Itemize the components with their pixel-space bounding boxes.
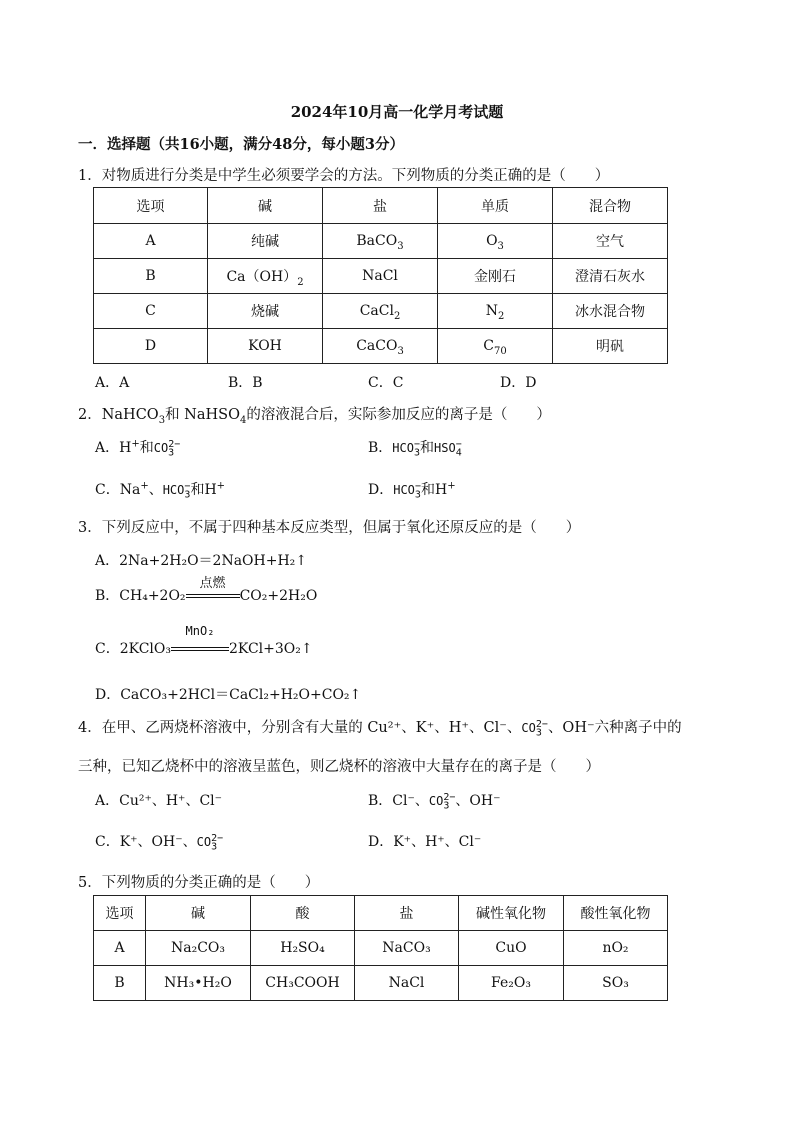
table-row — [94, 966, 668, 1001]
option-text: B．CH₄+2O₂ — [95, 588, 186, 604]
formula: Ca（OH） — [226, 269, 298, 285]
option-text: 和 — [190, 482, 205, 498]
superscript: 2− — [211, 833, 224, 844]
reaction-condition: 点燃 — [199, 576, 226, 591]
q5-header-cell: 盐 — [355, 896, 459, 931]
q1-option-d[interactable]: D．D — [500, 375, 537, 391]
q5-table — [93, 895, 668, 1001]
table-cell: A — [94, 224, 208, 259]
subscript: 3 — [397, 240, 404, 252]
option-text: 和 — [139, 440, 154, 456]
table-row — [94, 259, 668, 294]
option-text: C．2KClO₃ — [95, 641, 171, 657]
formula: N — [485, 303, 498, 319]
table-row — [94, 294, 668, 329]
option-text: 和 — [420, 482, 435, 498]
q4-option-a[interactable]: A．Cu²⁺、H⁺、Cl⁻ — [95, 793, 223, 809]
formula: BaCO — [356, 233, 398, 249]
equals-bar — [186, 594, 240, 598]
q1-header-cell: 盐 — [323, 188, 438, 224]
q5-header-cell: 选项 — [94, 896, 146, 931]
option-text: C．Na — [95, 482, 141, 498]
table-cell: nO₂ — [564, 931, 668, 966]
table-cell: B — [94, 259, 208, 294]
table-cell: Fe₂O₃ — [459, 966, 564, 1001]
table-cell: NaCO₃ — [355, 931, 459, 966]
table-cell: 金刚石 — [438, 259, 553, 294]
subscript: 4 — [239, 414, 247, 426]
subscript: 3 — [168, 447, 175, 459]
reaction-arrow — [186, 576, 240, 604]
q3-option-c[interactable] — [95, 624, 313, 658]
q1-option-a[interactable]: A．A — [95, 375, 130, 391]
q1-option-c[interactable]: C．C — [368, 375, 404, 391]
table-cell — [208, 259, 323, 294]
superscript: + — [131, 438, 140, 450]
q2-option-a[interactable] — [95, 437, 180, 457]
page-title: 2024年10月高一化学月考试题 — [290, 103, 504, 121]
q4-option-c[interactable] — [95, 831, 223, 851]
q2-stem — [78, 403, 551, 424]
q1-header-cell: 混合物 — [553, 188, 668, 224]
option-text: 2KCl+3O₂↑ — [228, 641, 313, 657]
superscript: 2− — [168, 439, 181, 450]
table-cell: B — [94, 966, 146, 1001]
formula: CaCl — [359, 303, 394, 319]
ion-base: CO — [153, 441, 169, 455]
q3-option-b[interactable] — [95, 576, 318, 605]
q2-stem-part: 的溶液混合后，实际参加反应的离子是（ ） — [246, 407, 551, 423]
subscript: 3 — [184, 489, 191, 501]
subscript: 3 — [497, 240, 504, 252]
subscript: 3 — [414, 489, 421, 501]
superscript: − — [455, 439, 462, 450]
subscript: 3 — [211, 841, 218, 853]
table-cell: 烧碱 — [208, 294, 323, 329]
superscript: + — [216, 480, 226, 492]
ion-base: CO — [521, 721, 536, 735]
superscript: 2− — [535, 719, 548, 730]
q2-option-c[interactable] — [95, 479, 225, 499]
table-row — [94, 224, 668, 259]
ion-base: CO — [196, 835, 212, 849]
table-cell: NaCl — [355, 966, 459, 1001]
table-cell: 纯碱 — [208, 224, 323, 259]
q1-stem: 1．对物质进行分类是中学生必须要学会的方法。下列物质的分类正确的是（ ） — [78, 168, 610, 184]
bicarbonate-ion — [393, 481, 421, 501]
subscript: 2 — [497, 310, 505, 322]
q4-option-d[interactable]: D．K⁺、H⁺、Cl⁻ — [368, 834, 482, 850]
option-text: CO₂+2H₂O — [239, 588, 318, 604]
option-text: A．H — [95, 440, 132, 456]
q4-stem-line1 — [78, 716, 682, 737]
subscript: 3 — [397, 345, 404, 357]
table-cell: SO₃ — [564, 966, 668, 1001]
option-text: H — [434, 482, 448, 498]
q5-header-cell: 碱 — [146, 896, 251, 931]
carbonate-ion — [521, 719, 548, 739]
table-cell — [323, 294, 438, 329]
q5-header-cell: 酸性氧化物 — [564, 896, 668, 931]
subscript: 4 — [455, 447, 462, 459]
option-text: H — [204, 482, 217, 498]
table-cell — [323, 224, 438, 259]
equals-bar — [171, 647, 229, 651]
bicarbonate-ion — [392, 439, 421, 459]
table-cell: KOH — [208, 329, 323, 364]
q4-stem-part: 、OH⁻六种离子中的 — [547, 720, 682, 736]
q2-option-d[interactable] — [368, 479, 456, 499]
superscript: 2− — [443, 792, 456, 803]
carbonate-ion — [153, 439, 181, 459]
option-text: B．Cl⁻、 — [368, 793, 429, 809]
subscript: 70 — [493, 345, 507, 357]
table-row — [94, 931, 668, 966]
table-cell: D — [94, 329, 208, 364]
table-cell: 明矾 — [553, 329, 668, 364]
subscript: 3 — [535, 727, 542, 739]
ion-base: CO — [428, 794, 444, 808]
q3-option-d[interactable]: D．CaCO₃+2HCl＝CaCl₂+H₂O+CO₂↑ — [95, 687, 362, 703]
q5-header-row — [94, 896, 668, 931]
q4-option-b[interactable] — [368, 790, 500, 810]
table-row — [94, 329, 668, 364]
superscript: − — [184, 481, 191, 492]
q2-stem-part: 和 NaHSO — [165, 407, 240, 423]
formula: C — [483, 338, 494, 354]
ion-base: HCO — [162, 483, 185, 497]
q5-header-cell: 酸 — [251, 896, 355, 931]
option-text: 、OH⁻ — [455, 793, 501, 809]
table-cell — [438, 294, 553, 329]
table-cell: H₂SO₄ — [251, 931, 355, 966]
reaction-condition: MnO₂ — [185, 624, 215, 638]
table-cell: NH₃•H₂O — [146, 966, 251, 1001]
table-cell: 澄清石灰水 — [553, 259, 668, 294]
carbonate-ion — [428, 792, 456, 812]
table-cell — [438, 329, 553, 364]
superscript: − — [414, 481, 421, 492]
ion-base: HSO — [434, 441, 456, 455]
option-text: B． — [368, 440, 393, 456]
q1-header-cell: 碱 — [208, 188, 323, 224]
subscript: 2 — [393, 310, 401, 322]
q1-header-cell: 选项 — [94, 188, 208, 224]
superscript: + — [447, 480, 456, 492]
q5-header-cell: 碱性氧化物 — [459, 896, 564, 931]
option-text: C．K⁺、OH⁻、 — [95, 834, 197, 850]
subscript: 3 — [158, 414, 166, 426]
q1-header-row — [94, 188, 668, 224]
table-cell: CH₃COOH — [251, 966, 355, 1001]
ion-base: HCO — [392, 441, 414, 455]
formula: O — [486, 233, 498, 249]
table-cell: Na₂CO₃ — [146, 931, 251, 966]
formula: CaCO — [356, 338, 398, 354]
subscript: 2 — [297, 276, 304, 288]
subscript: 3 — [413, 447, 421, 459]
superscript: − — [414, 439, 421, 450]
q2-stem-part: 2．NaHCO — [78, 407, 159, 423]
reaction-arrow — [171, 624, 229, 657]
table-cell — [323, 329, 438, 364]
table-cell: 空气 — [553, 224, 668, 259]
table-cell — [438, 224, 553, 259]
q1-option-b[interactable]: B．B — [228, 375, 263, 391]
q4-stem-line2: 三种，已知乙烧杯中的溶液呈蓝色，则乙烧杯的溶液中大量存在的离子是（ ） — [78, 759, 600, 775]
q3-option-a[interactable]: A．2Na+2H₂O＝2NaOH+H₂↑ — [95, 553, 308, 569]
section-heading: 一．选择题（共16小题，满分48分，每小题3分） — [78, 136, 404, 153]
bicarbonate-ion — [162, 481, 191, 501]
q5-stem: 5．下列物质的分类正确的是（ ） — [78, 875, 320, 891]
q3-stem: 3．下列反应中，不属于四种基本反应类型，但属于氧化还原反应的是（ ） — [78, 520, 581, 536]
table-cell: CuO — [459, 931, 564, 966]
bisulfate-ion — [434, 439, 462, 459]
table-cell: C — [94, 294, 208, 329]
q1-table — [93, 187, 668, 364]
option-text: D． — [368, 482, 394, 498]
q1-header-cell: 单质 — [438, 188, 553, 224]
table-cell: NaCl — [323, 259, 438, 294]
q4-stem-part: 4．在甲、乙两烧杯溶液中，分别含有大量的 Cu²⁺、K⁺、H⁺、Cl⁻、 — [78, 720, 522, 736]
subscript: 3 — [443, 800, 450, 812]
superscript: + — [140, 480, 149, 492]
option-text: 和 — [420, 440, 435, 456]
table-cell: A — [94, 931, 146, 966]
ion-base: HCO — [393, 483, 415, 497]
option-text: 、 — [148, 482, 163, 498]
table-cell: 冰水混合物 — [553, 294, 668, 329]
carbonate-ion — [196, 833, 224, 853]
q2-option-b[interactable] — [368, 437, 462, 457]
